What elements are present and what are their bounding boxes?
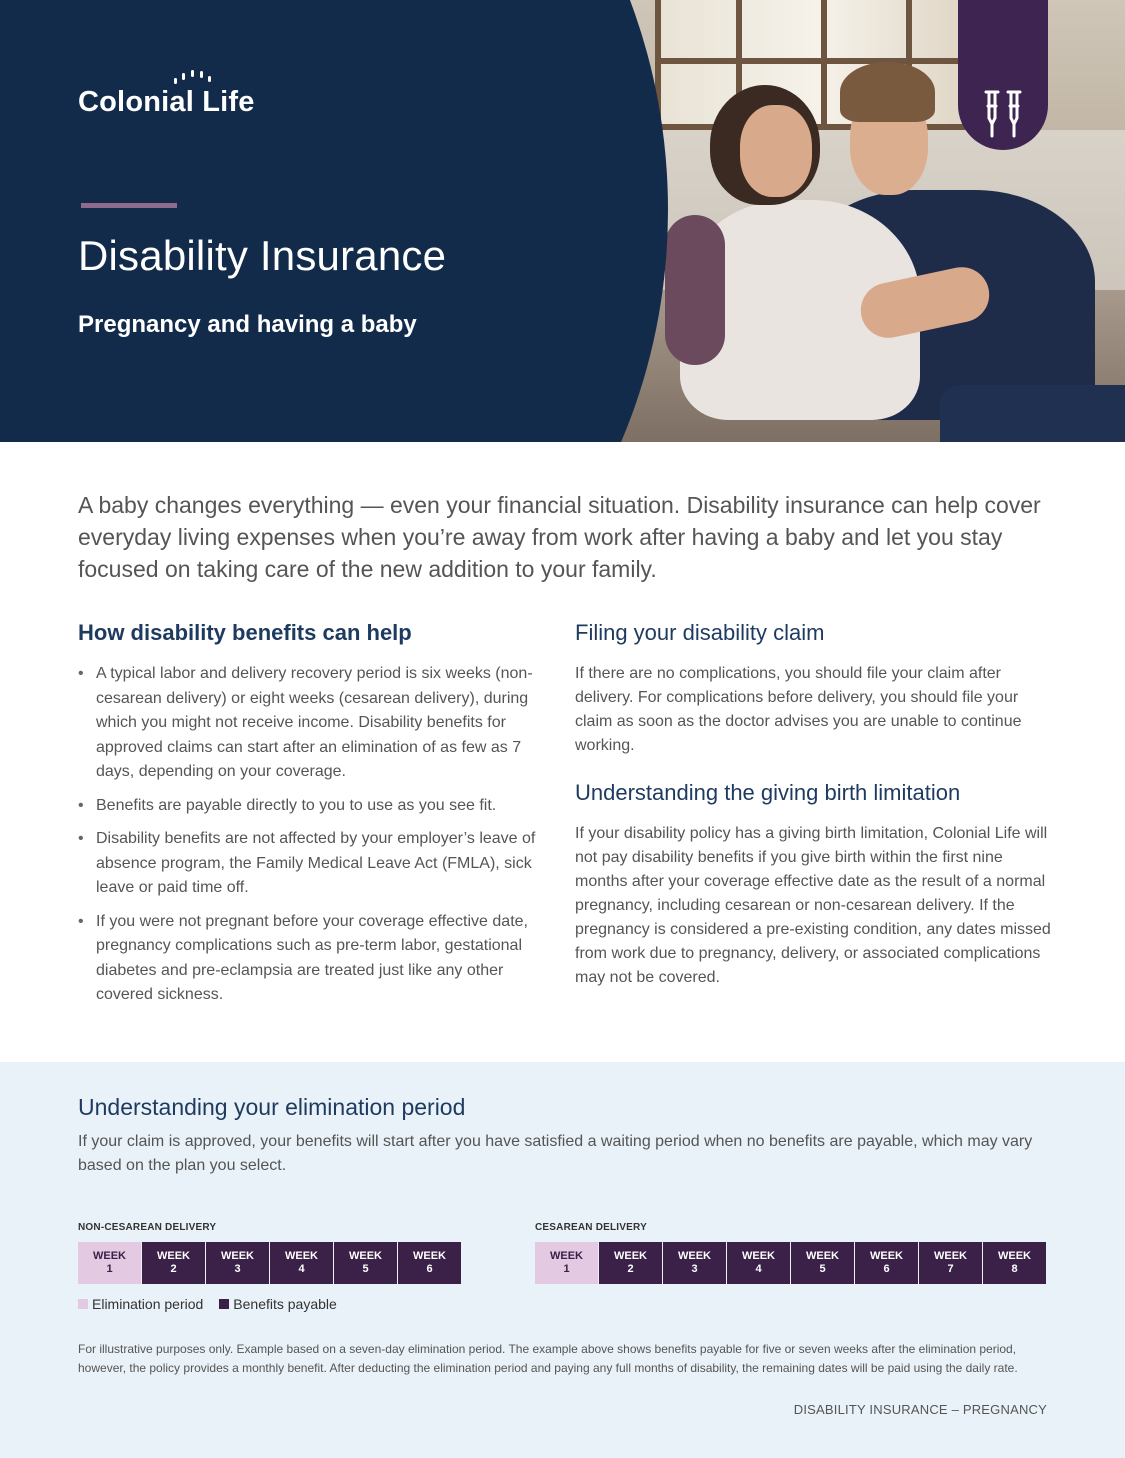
week-number: 6: [426, 1263, 433, 1275]
elimination-heading: Understanding your elimination period: [78, 1094, 466, 1120]
limitation-text: If your disability policy has a giving birth limitation, Colonial Life will not pay disability benefits if you give birth within the first nine months after your coverage effective date as the result of a normal pregnancy, including cesarean or non-cesarean delivery. If the pregnancy is considered a pre-existing condition, any dates missed from work due to pregnancy, delivery, or associated complications may not be covered.: [575, 825, 1051, 986]
week-label: WEEK: [349, 1250, 382, 1262]
timeline-legend: [78, 1296, 353, 1312]
title-rule: [81, 203, 177, 208]
week-cell: [398, 1242, 461, 1284]
week-label: WEEK: [285, 1250, 318, 1262]
intro-paragraph: A baby changes everything — even your financial situation. Disability insurance can help cover everyday living expenses when you’re away from work after having a baby and let you stay focused on taking care of the new addition to your family.: [78, 492, 1041, 582]
week-label: WEEK: [678, 1250, 711, 1262]
elimination-description: If your claim is approved, your benefits will start after you have satisfied a waiting period when no benefits are payable, which may vary based on the plan you select.: [78, 1133, 1033, 1174]
week-cell: [535, 1242, 598, 1284]
filing-heading: Filing your disability claim: [575, 620, 825, 645]
week-cell: [983, 1242, 1046, 1284]
week-number: 5: [362, 1263, 369, 1275]
list-item: • A typical labor and delivery recovery period is six weeks (non-cesarean delivery) or eight weeks (cesarean delivery), during which you might not receive income. Disability benefits for approved claims can start after an elimination of as few as 7 days, depending on your coverage.: [78, 662, 558, 785]
week-cell: [334, 1242, 397, 1284]
crutches-icon: [982, 88, 1024, 140]
elimination-section: [0, 1062, 1125, 1458]
non-cesarean-label: NON-CESAREAN DELIVERY: [78, 1222, 217, 1233]
limitation-heading: Understanding the giving birth limitation: [575, 780, 961, 805]
week-label: WEEK: [870, 1250, 903, 1262]
filing-text: If there are no complications, you should file your claim after delivery. For complications before delivery, you should file your claim as soon as the doctor advises you are unable to continue working.: [575, 665, 1022, 754]
week-cell: [599, 1242, 662, 1284]
non-cesarean-timeline: [78, 1242, 462, 1284]
week-label: WEEK: [413, 1250, 446, 1262]
page-subtitle: Pregnancy and having a baby: [78, 311, 417, 338]
week-number: 3: [691, 1263, 698, 1275]
week-label: WEEK: [742, 1250, 775, 1262]
list-item: • Benefits are payable directly to you to use as you see fit.: [78, 794, 558, 819]
week-number: 2: [170, 1263, 177, 1275]
week-number: 8: [1011, 1263, 1018, 1275]
week-cell: [270, 1242, 333, 1284]
page-title: Disability Insurance: [78, 232, 447, 279]
week-cell: [663, 1242, 726, 1284]
week-number: 1: [563, 1263, 570, 1275]
week-label: WEEK: [157, 1250, 190, 1262]
benefits-heading: How disability benefits can help: [78, 620, 412, 645]
week-number: 2: [627, 1263, 634, 1275]
week-cell: [855, 1242, 918, 1284]
benefits-list: [78, 662, 558, 1008]
week-number: 1: [106, 1263, 113, 1275]
week-cell: [206, 1242, 269, 1284]
week-cell: [919, 1242, 982, 1284]
week-number: 4: [755, 1263, 762, 1275]
week-label: WEEK: [614, 1250, 647, 1262]
hero-banner: [0, 0, 1125, 442]
week-cell: [78, 1242, 141, 1284]
benefits-swatch: [219, 1299, 229, 1309]
list-item: • If you were not pregnant before your coverage effective date, pregnancy complications such as pre-term labor, gestational diabetes and pre-eclampsia are treated just like any other covered sickness.: [78, 910, 558, 1008]
week-number: 5: [819, 1263, 826, 1275]
week-label: WEEK: [998, 1250, 1031, 1262]
week-cell: [727, 1242, 790, 1284]
category-badge: [958, 0, 1048, 150]
week-label: WEEK: [934, 1250, 967, 1262]
legend-elimination: Elimination period: [92, 1296, 204, 1312]
week-cell: [791, 1242, 854, 1284]
week-label: WEEK: [550, 1250, 583, 1262]
cesarean-label: CESAREAN DELIVERY: [535, 1222, 647, 1233]
week-number: 6: [883, 1263, 890, 1275]
hero-navy-shape: [0, 0, 668, 442]
cesarean-timeline: [535, 1242, 1047, 1284]
elimination-swatch: [78, 1299, 88, 1309]
week-number: 7: [947, 1263, 954, 1275]
legend-benefits: Benefits payable: [233, 1296, 337, 1312]
footnote: For illustrative purposes only. Example based on a seven-day elimination period. The example above shows benefits payable for five or seven weeks after the elimination period, however, the policy provides a monthly benefit. After deducting the elimination period and paying any full months of disability, the remaining dates will be paid using the daily rate.: [78, 1342, 1018, 1375]
week-number: 4: [298, 1263, 305, 1275]
week-number: 3: [234, 1263, 241, 1275]
week-label: WEEK: [93, 1250, 126, 1262]
benefits-column: [78, 620, 558, 1017]
colonial-life-logo: Colonial Life: [78, 86, 255, 118]
week-cell: [142, 1242, 205, 1284]
footer-tag: DISABILITY INSURANCE – PREGNANCY: [793, 1402, 1047, 1417]
claims-column: [575, 620, 1053, 990]
week-label: WEEK: [806, 1250, 839, 1262]
week-label: WEEK: [221, 1250, 254, 1262]
list-item: • Disability benefits are not affected by your employer’s leave of absence program, the Family Medical Leave Act (FMLA), sick leave or paid time off.: [78, 827, 558, 901]
